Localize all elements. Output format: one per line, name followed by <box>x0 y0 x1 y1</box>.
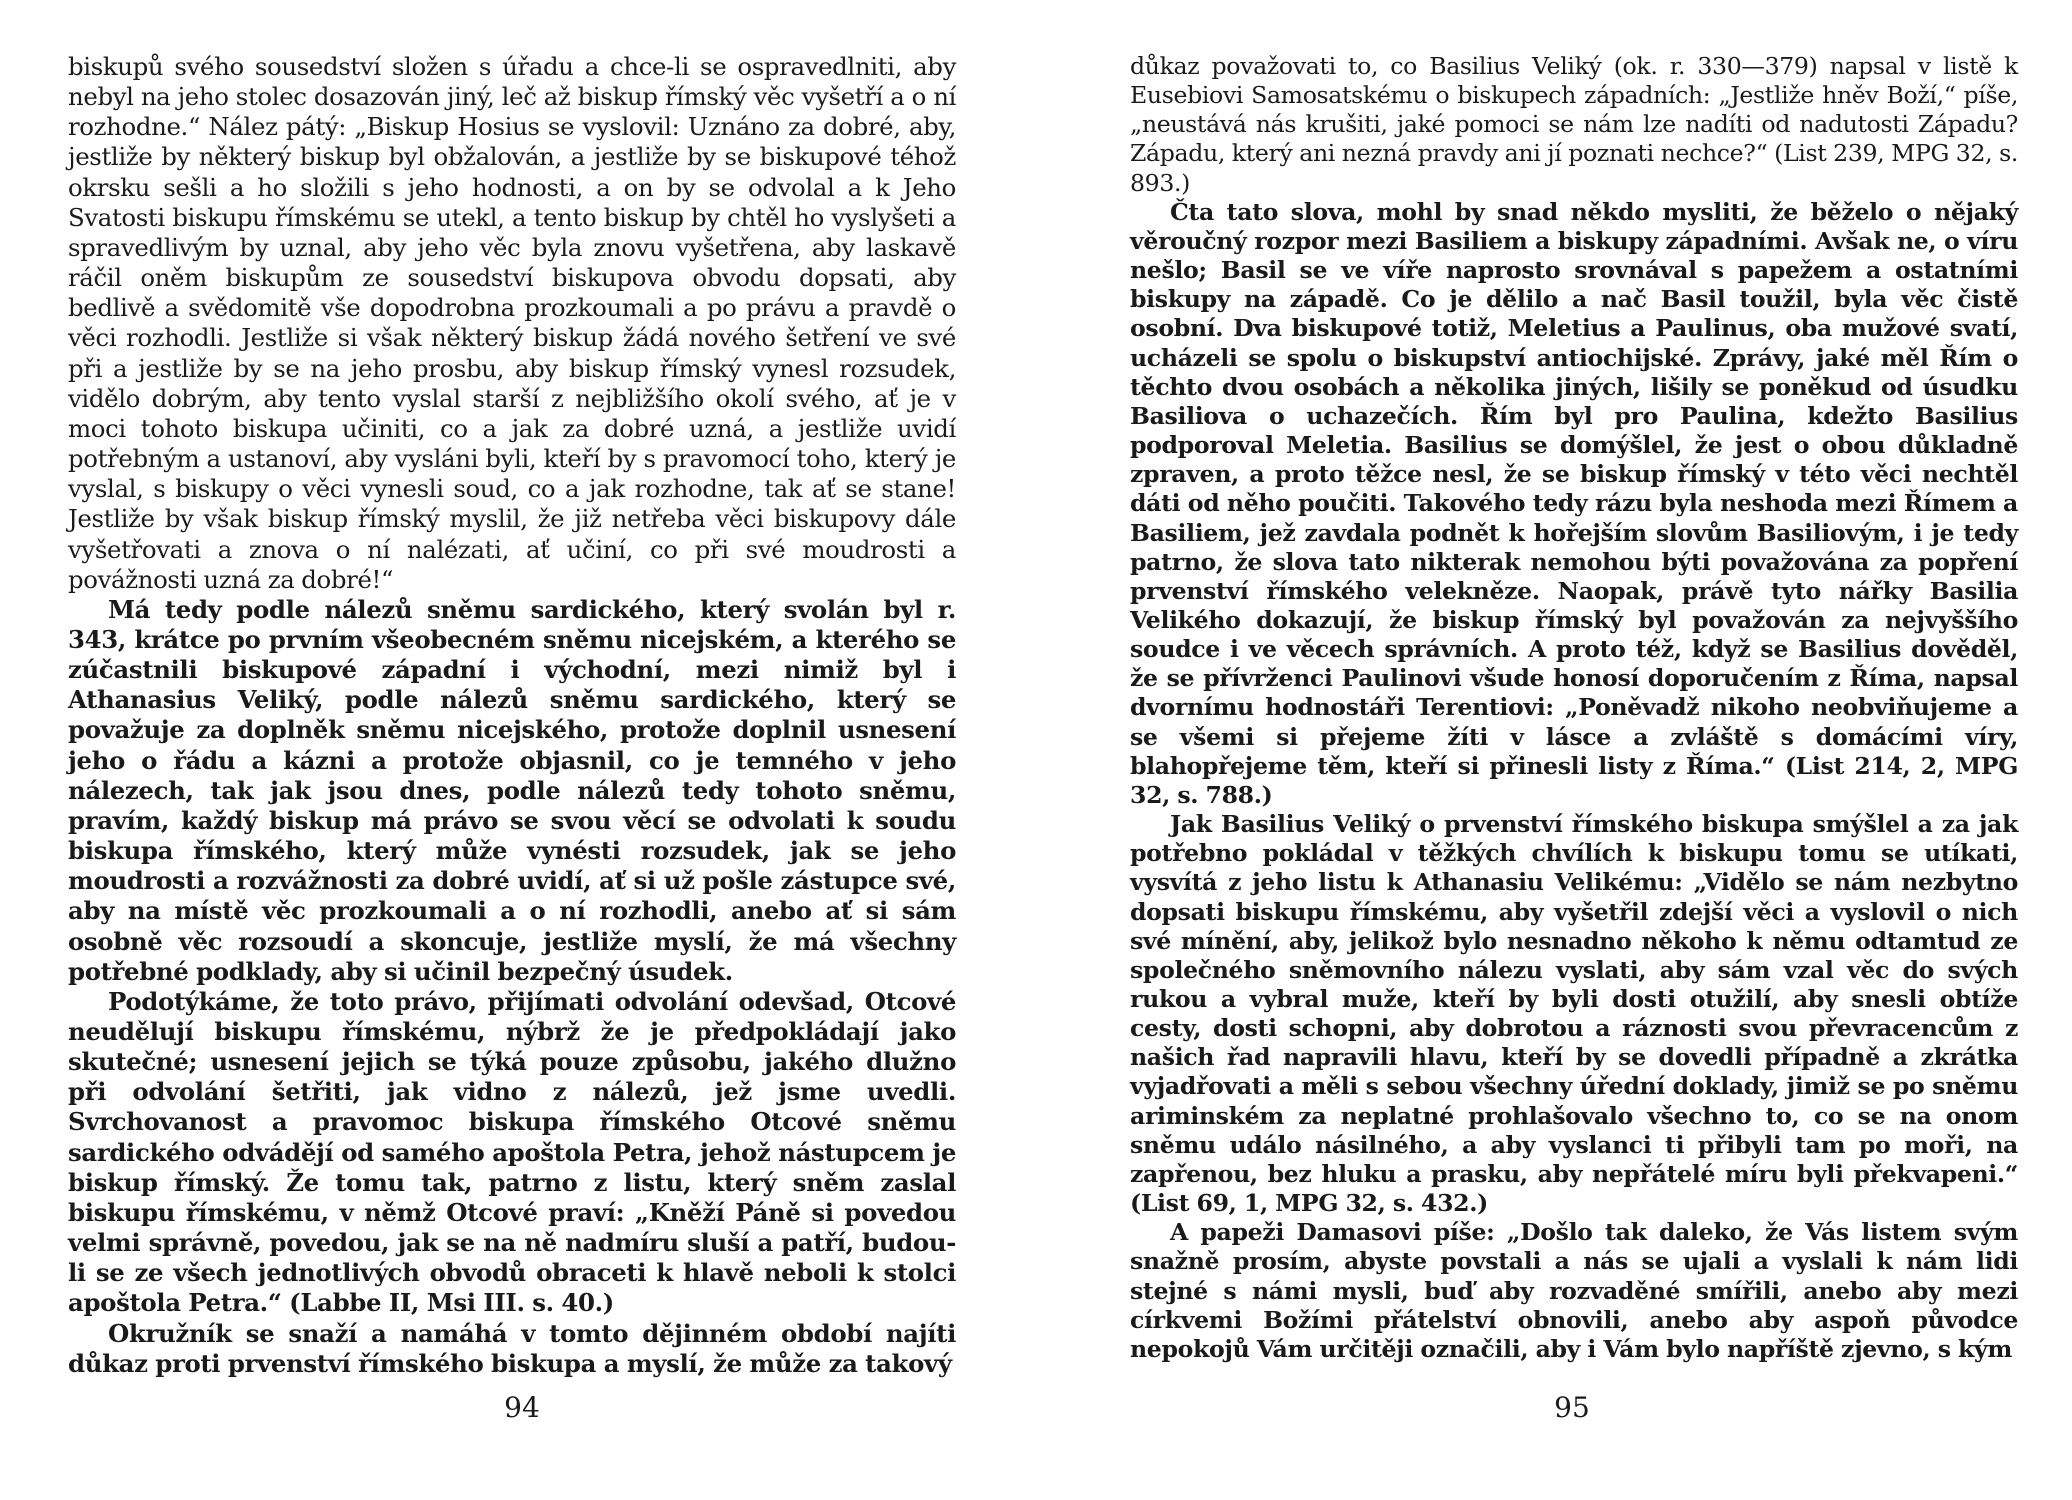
left-page-number: 94 <box>504 1391 540 1424</box>
right-paragraph-2: Čta tato slova, mohl by snad někdo mysliti, že běželo o nějaký věroučný rozpor mezi Basiliem a biskupy západními. Avšak ne, o víru nešlo; Basil se ve víře naprosto srovnával s papežem a ostatními biskupy na západě. Co je dělilo a nač Basil toužil, byla věc čistě osobní. Dva biskupové totiž, Meletius a Paulinus, oba mužové svatí, ucházeli se spolu o biskupství antiochijské. Zprávy, jaké měl Řím o těchto dvou osobách a několika jiných, lišily se poněkud od úsudku Basiliova o uchazečích. Řím byl pro Paulina, kdežto Basilius podporoval Meletia. Basilius se domýšlel, že jest o obou důkladně zpraven, a proto těžce nesl, že se biskup římský v této věci nechtěl dáti od něho poučiti. Takového tedy rázu byla neshoda mezi Římem a Basiliem, jež zavdala podnět k hořejším slovům Basiliovým, i je tedy patrno, že slova tato nikterak nemohou býti považována za popření prvenství římského velekněze. Naopak, právě tyto nářky Basilia Velikého dokazují, že biskup římský byl považován za nejvyššího soudce i ve věcech správních. A proto též, když se Basilius dověděl, že se přívrženci Paulinovi všude honosí doporučením z Říma, napsal dvornímu hodnostáři Terentiovi: „Poněvadž nikoho neobviňujeme a se všemi si přejeme žíti v lásce a zvláště s domácími víry, blahopřejeme těm, kteří si přinesli listy z Říma.“ (List 214, 2, MPG 32, s. 788.) <box>1130 197 2018 809</box>
right-page-text <box>1130 52 2018 1364</box>
right-paragraph-3: Jak Basilius Veliký o prvenství římského biskupa smýšlel a za jak potřebno pokládal v těžkých chvílích k biskupu tomu se utíkati, vysvítá z jeho listu k Athanasiu Velikému: „Vidělo se nám nezbytno dopsati biskupu římskému, aby vyšetřil zdejší věci a vyslovil o nich své mínění, aby, jelikož bylo nesnadno někoho k němu odtamtud ze společného sněmovního nálezu vyslati, aby sám vzal věc do svých rukou a vybral muže, kteří by byli dosti otužilí, aby snesli obtíže cesty, dosti schopni, aby dobrotou a ráznosti svou převracencům z našich řad napravili hlavu, kteří by se dovedli případně a zkrátka vyjadřovati a měli s sebou všechny úřední doklady, jimiž se po sněmu ariminském za neplatné prohlašovalo všechno to, co se na onom sněmu událo násilného, a aby vyslanci ti přibyli tam po moři, na zapřenou, bez hluku a prasku, aby nepřátelé míru byli překvapeni.“ (List 69, 1, MPG 32, s. 432.) <box>1130 810 2018 1218</box>
right-paragraph-4: A papeži Damasovi píše: „Došlo tak daleko, že Vás listem svým snažně prosím, abyste povstali a nás se ujali a vyslali k nám lidi stejné s námi mysli, buď aby rozvaděné smířili, anebo aby mezi církvemi Božími přátelství obnovili, anebo aby aspoň původce nepokojů Vám určitěji označili, aby i Vám bylo napříště zjevno, s kým <box>1130 1218 2018 1363</box>
left-page-text <box>68 52 956 1379</box>
right-page-number: 95 <box>1554 1391 1590 1424</box>
right-paragraph-1: důkaz považovati to, co Basilius Veliký (ok. r. 330—379) napsal v listě k Eusebiovi Samosatskému o biskupech západních: „Jestliže hněv Boží,“ píše, „neustává nás krušiti, jaké pomoci se nám lze nadíti od nadutosti Západu? Západu, který ani nezná pravdy ani jí poznati nechce?“ (List 239, MPG 32, s. 893.) <box>1130 52 2018 197</box>
left-paragraph-4: Okružník se snaží a namáhá v tomto dějinném období najíti důkaz proti prvenství římského biskupa a myslí, že může za takový <box>68 1318 956 1378</box>
left-paragraph-3: Podotýkáme, že toto právo, přijímati odvolání odevšad, Otcové neudělují biskupu římskému, nýbrž že je předpokládají jako skutečné; usnesení jejich se týká pouze způsobu, jakého dlužno při odvolání šetřiti, jak vidno z nálezů, jež jsme uvedli. Svrchovanost a pravomoc biskupa římského Otcové sněmu sardického odvádějí od samého apoštola Petra, jehož nástupcem je biskup římský. Že tomu tak, patrno z listu, který sněm zaslal biskupu římskému, v němž Otcové praví: „Kněží Páně si povedou velmi správně, povedou, jak se na ně nadmíru sluší a patří, budou-li se ze všech jednotlivých obvodů obraceti k hlavě neboli k stolci apoštola Petra.“ (Labbe II, Msi III. s. 40.) <box>68 986 956 1318</box>
left-paragraph-2: Má tedy podle nálezů sněmu sardického, který svolán byl r. 343, krátce po prvním všeobecném sněmu nicejském, a kterého se zúčastnili biskupové západní i východní, mezi nimiž byl i Athanasius Veliký, podle nálezů sněmu sardického, který se považuje za doplněk sněmu nicejského, protože doplnil usnesení jeho o řádu a kázni a protože objasnil, co je temného v jeho nálezech, tak jak jsou dnes, podle nálezů tedy tohoto sněmu, pravím, každý biskup má právo se svou věcí se odvolati k soudu biskupa římského, který může vynésti rozsudek, jak se jeho moudrosti a rozvážnosti za dobré uvidí, ať si už pošle zástupce své, aby na místě věc prozkoumali a o ní rozhodli, anebo ať si sám osobně věc rozsoudí a skoncuje, jestliže myslí, že má všechny potřebné podklady, aby si učinil bezpečný úsudek. <box>68 594 956 986</box>
left-paragraph-1: biskupů svého sousedství složen s úřadu a chce-li se ospravedlniti, aby nebyl na jeho stolec dosazován jiný, leč až biskup římský věc vyšetří a o ní rozhodne.“ Nález pátý: „Biskup Hosius se vyslovil: Uznáno za dobré, aby, jestliže by některý biskup byl obžalován, a jestliže by se biskupové téhož okrsku sešli a ho složili s jeho hodnosti, a on by se odvolal a k Jeho Svatosti biskupu římskému se utekl, a tento biskup by chtěl ho vyslyšeti a spravedlivým by uznal, aby jeho věc byla znovu vyšetřena, aby laskavě ráčil oněm biskupům ze sousedství biskupova obvodu dopsati, aby bedlivě a svědomitě vše dopodrobna prozkoumali a po právu a pravdě o věci rozhodli. Jestliže si však některý biskup žádá nového šetření ve své při a jestliže by se na jeho prosbu, aby biskup římský vynesl rozsudek, vidělo dobrým, aby tento vyslal starší z nejbližšího okolí svého, ať je v moci tohoto biskupa učiniti, co a jak za dobré uzná, a jestliže uvidí potřebným a ustanoví, aby vysláni byli, kteří by s pravomocí toho, který je vyslal, s biskupy o věci vynesli soud, co a jak rozhodne, tak ať se stane! Jestliže by však biskup římský myslil, že již netřeba věci biskupovy dále vyšetřovati a znova o ní nalézati, ať učiní, co při své moudrosti a povážnosti uzná za dobré!“ <box>68 52 956 594</box>
right-page <box>1036 0 2072 1500</box>
